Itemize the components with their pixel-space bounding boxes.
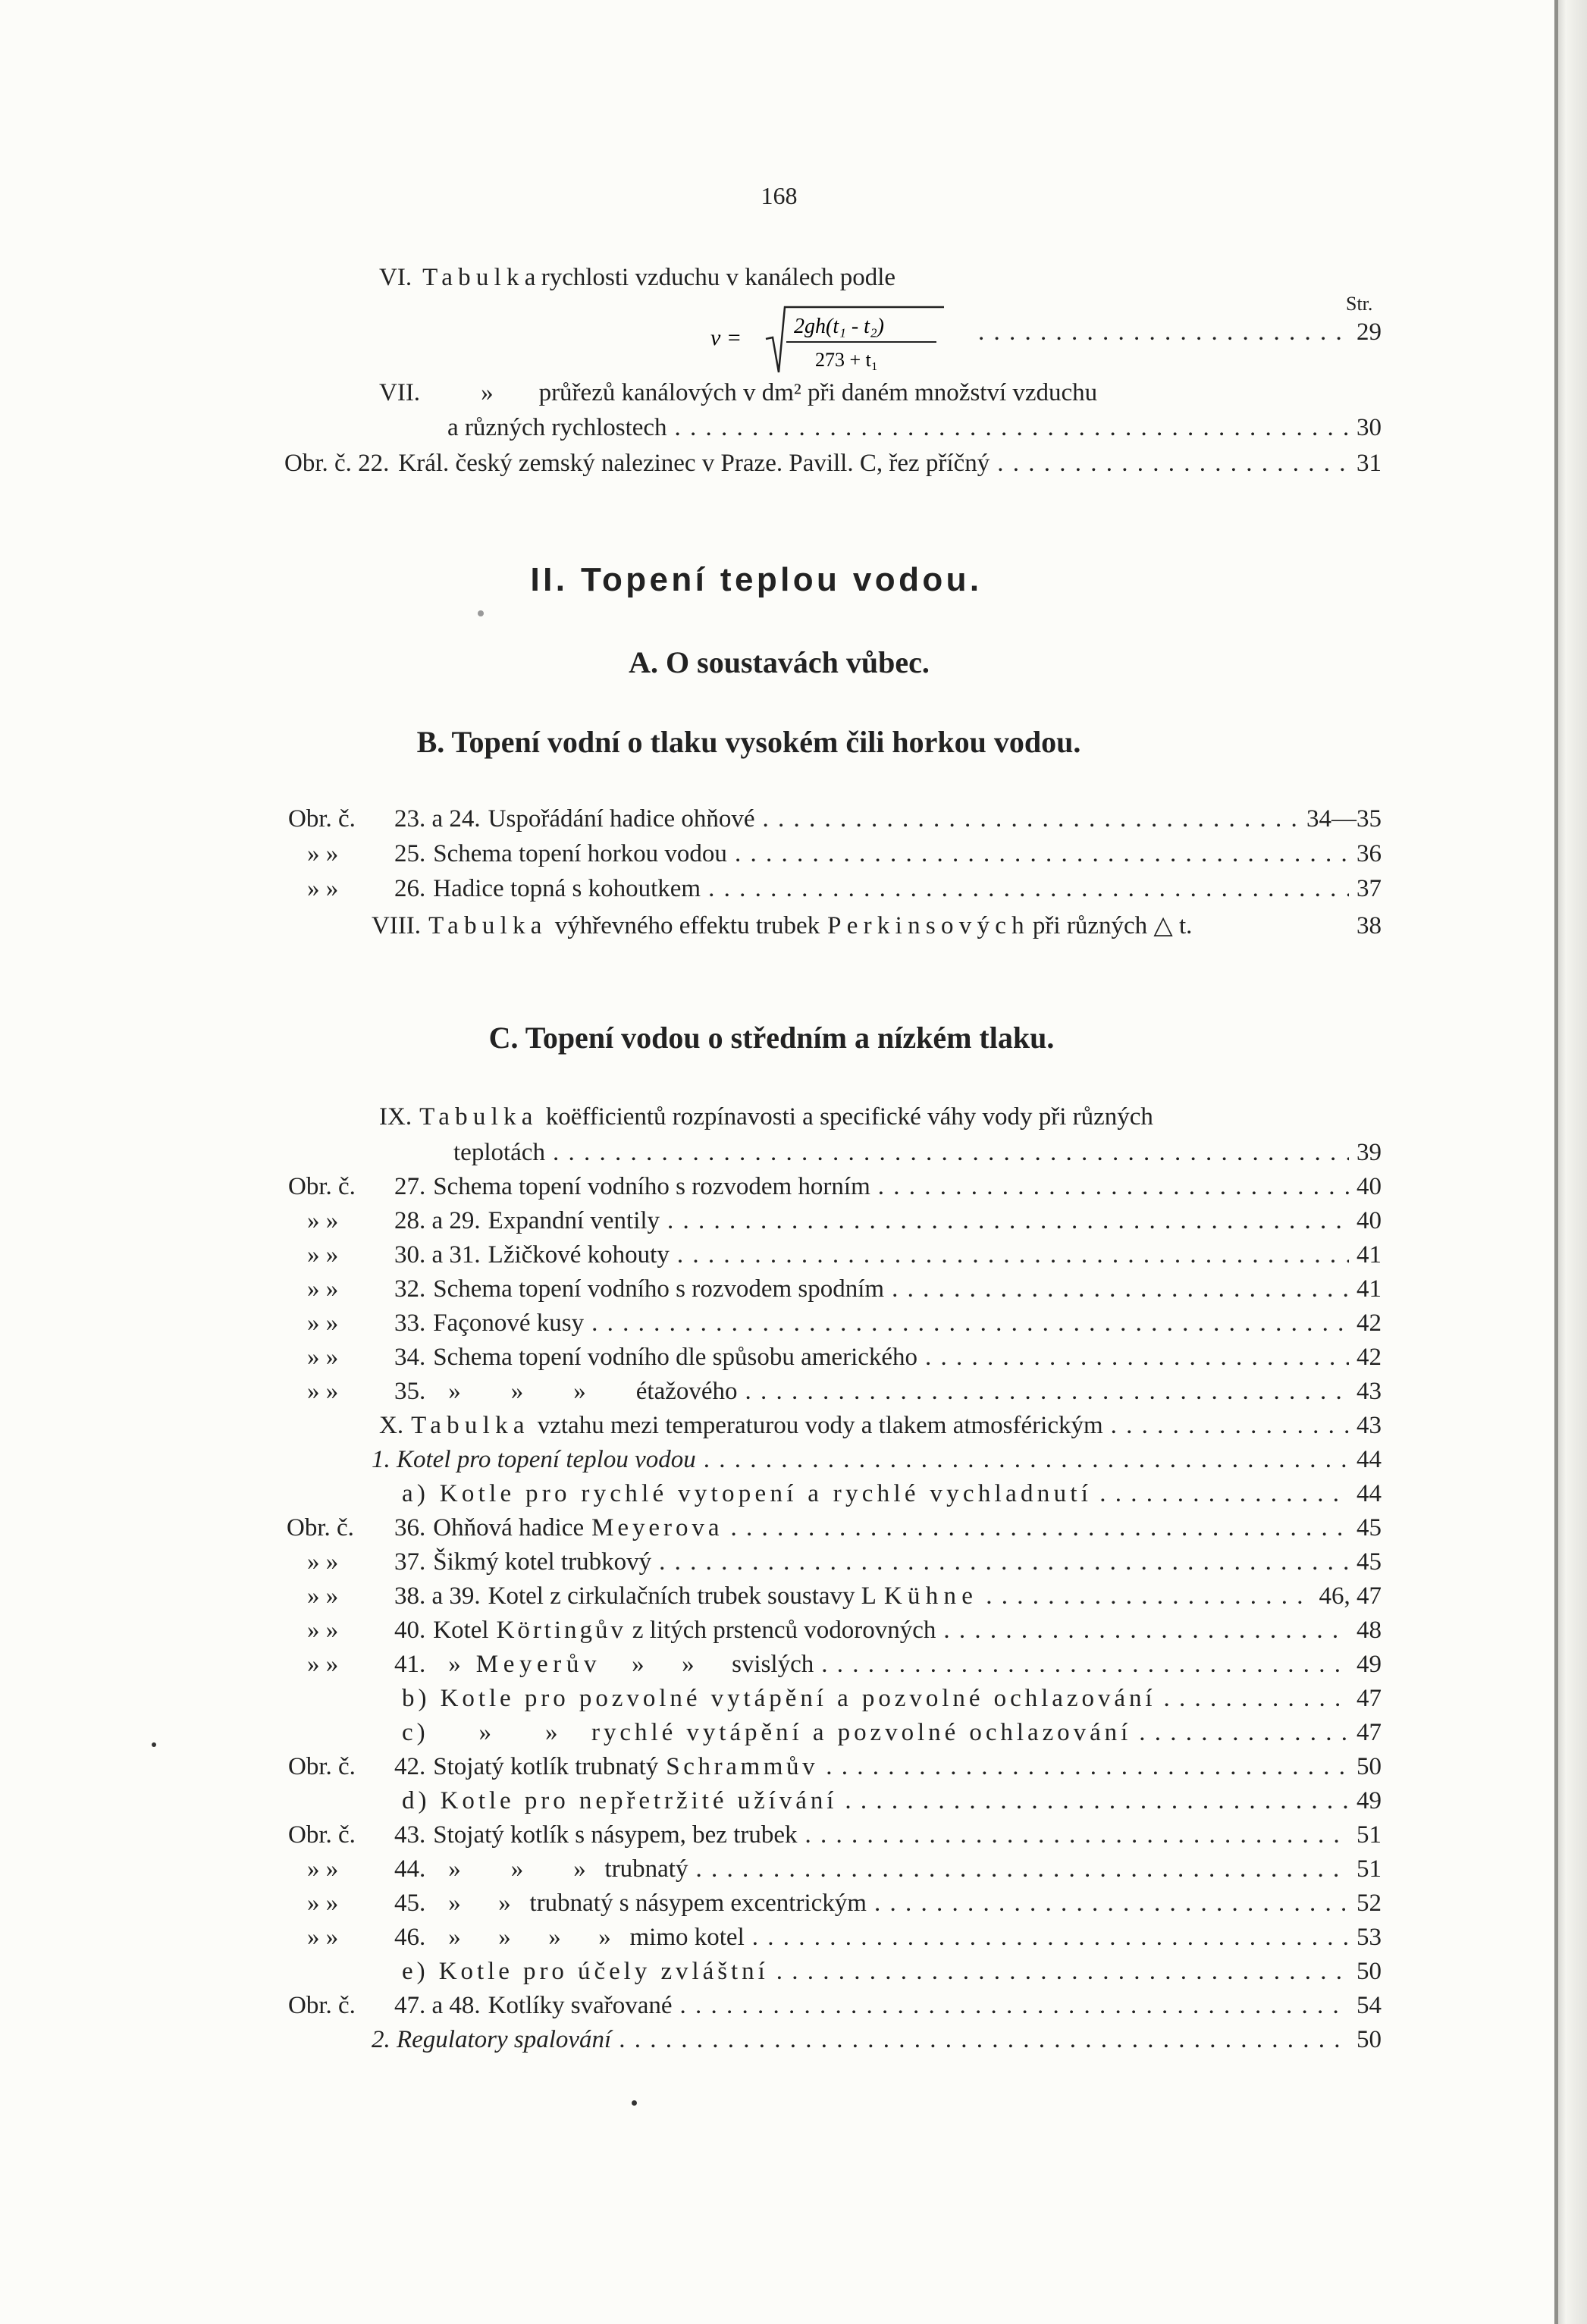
- page-ref: 52: [1356, 1890, 1382, 1917]
- ditto-mark: »: [481, 379, 494, 406]
- page-ref: 54: [1356, 1992, 1382, 2019]
- entry-text: Ohňová hadice: [433, 1514, 585, 1541]
- leader-dots: [986, 1582, 1311, 1610]
- page-ref: 40: [1356, 1207, 1382, 1234]
- entry-prefix: Obr. č.: [288, 1821, 356, 1849]
- entry-number: 45.: [394, 1890, 426, 1917]
- page-ref: 49: [1356, 1651, 1382, 1678]
- formula-numerator: 2gh(t₁ - t₂): [794, 315, 884, 338]
- entry-text: koëfficientů rozpínavosti a specifické váhy vody při různých: [545, 1103, 1153, 1131]
- toc-entry-c: [402, 1719, 1382, 1747]
- entry-number: 35.: [394, 1378, 426, 1405]
- entry-prefix: » »: [307, 1890, 339, 1917]
- toc-entry-fig32: [307, 1275, 1382, 1303]
- page-ref: 45: [1356, 1514, 1382, 1541]
- leader-dots: [553, 1139, 1349, 1167]
- page-ref: 45: [1356, 1548, 1382, 1576]
- toc-entry-fig42: [288, 1753, 1382, 1781]
- entry-prefix: Obr. č.: [288, 1753, 356, 1780]
- toc-entry-e: [402, 1958, 1382, 1986]
- toc-entry-vi-page: [978, 318, 1382, 347]
- entry-prefix: VII.: [379, 379, 421, 406]
- page-ref: 46, 47: [1319, 1582, 1382, 1610]
- entry-spaced-name: Meyerův: [475, 1651, 602, 1678]
- toc-entry-fig27: [288, 1173, 1382, 1201]
- entry-number: 25.: [394, 840, 426, 867]
- entry-number: 23. a 24.: [394, 805, 481, 833]
- formula-denominator: 273 + t₁: [815, 349, 878, 371]
- toc-entry-fig25: [307, 840, 1382, 868]
- page-ref: 50: [1356, 2026, 1382, 2053]
- leader-dots: [776, 1958, 1349, 1986]
- entry-prefix: X.: [379, 1412, 404, 1439]
- toc-entry-b: [402, 1685, 1382, 1713]
- leader-dots: [1139, 1719, 1349, 1747]
- entry-text-2: při různých △ t.: [1032, 912, 1193, 939]
- toc-entry-fig34: [307, 1344, 1382, 1372]
- entry-text: Stojatý kotlík s násypem, bez trubek: [433, 1821, 798, 1849]
- section-heading-a: A. O soustavách vůbec.: [629, 645, 930, 679]
- leader-dots: [704, 1446, 1349, 1474]
- print-speck: [152, 1742, 156, 1747]
- leader-dots: [667, 1207, 1349, 1235]
- entry-text-2: z litých prstenců vodorovných: [632, 1617, 936, 1644]
- entry-text: Schema topení vodního dle spůsobu amerického: [433, 1344, 918, 1371]
- entry-text: průřezů kanálových v dm² při daném množství vzduchu: [538, 379, 1098, 406]
- entry-text: Kotlíky svařované: [488, 1992, 673, 2019]
- entry-text: Façonové kusy: [433, 1309, 585, 1337]
- entry-text: a) Kotle pro rychlé vytopení a rychlé vychladnutí: [402, 1480, 1093, 1507]
- page-ref: 50: [1356, 1958, 1382, 1985]
- page-ref: 51: [1356, 1821, 1382, 1849]
- page-ref: 39: [1356, 1139, 1382, 1166]
- toc-entry-fig36: [287, 1514, 1382, 1542]
- entry-spaced-text: Tabulka: [419, 1103, 538, 1131]
- leader-dots: [745, 1378, 1349, 1406]
- toc-entry-fig46: [307, 1924, 1382, 1952]
- page-ref: 47: [1356, 1685, 1382, 1712]
- entry-prefix: » »: [307, 1344, 339, 1371]
- section-heading-b: B. Topení vodní o tlaku vysokém čili horkou vodou.: [416, 725, 1081, 759]
- toc-entry-x: [379, 1412, 1382, 1440]
- entry-text: Kotel: [433, 1617, 489, 1644]
- entry-prefix: » »: [307, 1207, 339, 1234]
- toc-entry-vii: [379, 379, 1097, 407]
- page-ref: 44: [1356, 1480, 1382, 1507]
- entry-spaced-name: Kühne: [883, 1582, 979, 1610]
- page-ref: 44: [1356, 1446, 1382, 1473]
- entry-number: 38. a 39.: [394, 1582, 481, 1610]
- leader-dots: [1111, 1412, 1349, 1440]
- entry-text: »: [448, 1651, 461, 1678]
- print-speck: [478, 610, 484, 616]
- entry-text: » » » » mimo kotel: [448, 1924, 745, 1951]
- leader-dots: [752, 1924, 1349, 1952]
- page-ref: 43: [1356, 1412, 1382, 1439]
- leader-dots: [591, 1309, 1349, 1338]
- page-ref: 34—35: [1306, 805, 1382, 833]
- entry-prefix: Obr. č. 22.: [284, 450, 390, 477]
- entry-prefix: » »: [307, 875, 339, 902]
- print-speck: [632, 2100, 637, 2106]
- page-ref: 41: [1356, 1275, 1382, 1303]
- toc-entry-kotel: [372, 1446, 1382, 1474]
- entry-text: e) Kotle pro účely zvláštní: [402, 1958, 769, 1985]
- toc-entry-fig41: [307, 1651, 1382, 1679]
- page-ref: 53: [1356, 1924, 1382, 1951]
- entry-text: Schema topení vodního s rozvodem spodním: [433, 1275, 885, 1303]
- toc-entry-fig23: [288, 805, 1382, 833]
- toc-entry-fig28: [307, 1207, 1382, 1235]
- leader-dots: [878, 1173, 1349, 1201]
- entry-prefix: VI.: [379, 264, 412, 291]
- toc-entry-fig38: [307, 1582, 1382, 1610]
- toc-entry-regulatory: [372, 2026, 1382, 2054]
- entry-text: b) Kotle pro pozvolné vytápění a pozvolné ochlazování: [402, 1685, 1156, 1712]
- toc-entry-fig35: [307, 1378, 1382, 1406]
- entry-prefix: IX.: [379, 1103, 412, 1131]
- toc-entry-vi: [379, 264, 895, 292]
- toc-entry-fig22: [284, 450, 1382, 478]
- entry-spaced-text: Tabulka: [411, 1412, 530, 1439]
- entry-text: Lžičkové kohouty: [488, 1241, 670, 1269]
- entry-text: c) » » rychlé vytápění a pozvolné ochlazování: [402, 1719, 1132, 1746]
- leader-dots: [619, 2026, 1349, 2054]
- toc-entry-fig43: [288, 1821, 1382, 1849]
- entry-text: a různých rychlostech: [447, 414, 667, 441]
- formula-lhs: v =: [710, 325, 742, 350]
- leader-dots: [874, 1890, 1349, 1918]
- page-number: 168: [761, 182, 798, 209]
- page-ref: 47: [1356, 1719, 1382, 1746]
- leader-dots: [675, 414, 1349, 442]
- entry-text: teplotách: [453, 1139, 545, 1166]
- entry-prefix: » »: [307, 1275, 339, 1303]
- leader-dots: [1099, 1480, 1349, 1508]
- page-edge: [1558, 0, 1587, 2324]
- entry-text: rychlosti vzduchu v kanálech podle: [541, 264, 896, 291]
- entry-text: vztahu mezi temperaturou vody a tlakem atmosférickým: [537, 1412, 1103, 1439]
- page-ref: 36: [1356, 840, 1382, 867]
- page-ref: 49: [1356, 1787, 1382, 1814]
- entry-number: 41.: [394, 1651, 426, 1678]
- entry-prefix: » »: [307, 1924, 339, 1951]
- leader-dots: [845, 1787, 1349, 1815]
- entry-number: 33.: [394, 1309, 426, 1337]
- leader-dots: [892, 1275, 1349, 1303]
- toc-entry-fig45: [307, 1890, 1382, 1918]
- toc-entry-fig37: [307, 1548, 1382, 1576]
- page-ref: 30: [1356, 414, 1382, 441]
- entry-prefix: » »: [307, 1548, 339, 1576]
- leader-dots: [925, 1344, 1349, 1372]
- entry-text: Stojatý kotlík trubnatý: [433, 1753, 659, 1780]
- entry-prefix: Obr. č.: [288, 1173, 356, 1200]
- entry-number: 43.: [394, 1821, 426, 1849]
- entry-prefix: » »: [307, 1309, 339, 1337]
- leader-dots: [821, 1651, 1349, 1679]
- entry-number: 32.: [394, 1275, 426, 1303]
- entry-prefix: » »: [307, 1582, 339, 1610]
- entry-text: Schema topení horkou vodou: [433, 840, 727, 867]
- page-ref: 50: [1356, 1753, 1382, 1780]
- entry-text: Hadice topná s kohoutkem: [433, 875, 701, 902]
- leader-dots: [695, 1855, 1349, 1883]
- entry-text: » » trubnatý s násypem excentrickým: [448, 1890, 867, 1917]
- entry-prefix: » »: [307, 1617, 339, 1644]
- toc-entry-vii-cont: [447, 414, 1382, 442]
- entry-text: Uspořádání hadice ohňové: [488, 805, 755, 833]
- entry-number: 37.: [394, 1548, 426, 1576]
- page-ref: 38: [1356, 912, 1382, 939]
- entry-prefix: Obr. č.: [288, 805, 356, 833]
- toc-entry-a: [402, 1480, 1382, 1508]
- velocity-formula: [709, 300, 997, 375]
- entry-text: Král. český zemský nalezinec v Praze. Pavill. C, řez příčný: [398, 450, 990, 477]
- toc-entry-ix: [379, 1103, 1153, 1131]
- entry-spaced-text: Tabulka: [422, 264, 541, 291]
- leader-dots: [677, 1241, 1349, 1269]
- entry-text: Šikmý kotel trubkový: [433, 1548, 652, 1576]
- leader-dots: [943, 1617, 1349, 1645]
- entry-spaced-name: Perkinsových: [827, 912, 1030, 939]
- toc-entry-fig44: [307, 1855, 1382, 1883]
- section-heading-c: C. Topení vodou o středním a nízkém tlaku.: [488, 1021, 1055, 1055]
- entry-number: 47. a 48.: [394, 1992, 481, 2019]
- entry-prefix: Obr. č.: [287, 1514, 354, 1541]
- entry-prefix: » »: [307, 1855, 339, 1883]
- toc-entry-viii: [372, 910, 1382, 940]
- toc-entry-fig40: [307, 1617, 1382, 1645]
- entry-number: 36.: [394, 1514, 426, 1541]
- entry-text-2: » » svislých: [632, 1651, 814, 1678]
- entry-text: 1. Kotel pro topení teplou vodou: [372, 1446, 696, 1473]
- leader-dots: [763, 805, 1299, 833]
- entry-text: Schema topení vodního s rozvodem horním: [433, 1173, 870, 1200]
- toc-entry-fig47: [288, 1992, 1382, 2020]
- leader-dots: [1164, 1685, 1349, 1713]
- entry-prefix: » »: [307, 840, 339, 867]
- leader-dots: [735, 840, 1349, 868]
- entry-prefix: » »: [307, 1378, 339, 1405]
- entry-spaced-name: Meyerova: [591, 1514, 723, 1541]
- page-ref: 31: [1356, 450, 1382, 477]
- page-ref: 40: [1356, 1173, 1382, 1200]
- entry-number: 42.: [394, 1753, 426, 1780]
- entry-text: Kotel z cirkulačních trubek soustavy L: [488, 1582, 877, 1610]
- entry-prefix: Obr. č.: [288, 1992, 356, 2019]
- entry-number: 46.: [394, 1924, 426, 1951]
- toc-entry-ix-cont: [453, 1139, 1382, 1167]
- leader-dots: [978, 318, 1349, 347]
- page-ref: 29: [1356, 318, 1382, 346]
- leader-dots: [805, 1821, 1349, 1849]
- entry-number: 30. a 31.: [394, 1241, 481, 1269]
- page-ref: 48: [1356, 1617, 1382, 1644]
- page-ref: 43: [1356, 1378, 1382, 1405]
- page-ref: 51: [1356, 1855, 1382, 1883]
- page-ref: 41: [1356, 1241, 1382, 1269]
- entry-spaced-name: Schrammův: [666, 1753, 819, 1780]
- leader-dots: [708, 875, 1349, 903]
- entry-number: 27.: [394, 1173, 426, 1200]
- leader-dots: [680, 1992, 1349, 2020]
- leader-dots: [826, 1753, 1349, 1781]
- page-ref: 37: [1356, 875, 1382, 902]
- entry-spaced-text: Tabulka: [428, 912, 547, 939]
- entry-number: 26.: [394, 875, 426, 902]
- entry-number: 34.: [394, 1344, 426, 1371]
- leader-dots: [730, 1514, 1349, 1542]
- page-ref: 42: [1356, 1309, 1382, 1337]
- entry-prefix: » »: [307, 1241, 339, 1269]
- leader-dots: [997, 450, 1349, 478]
- toc-entry-fig30: [307, 1241, 1382, 1269]
- entry-number: 40.: [394, 1617, 426, 1644]
- entry-text: d) Kotle pro nepřetržité užívání: [402, 1787, 838, 1814]
- toc-entry-d: [402, 1787, 1382, 1815]
- entry-text: 2. Regulatory spalování: [372, 2026, 612, 2053]
- entry-text: výhřevného effektu trubek: [554, 912, 820, 939]
- page-column-label: Str.: [1346, 293, 1373, 315]
- page-ref: 42: [1356, 1344, 1382, 1371]
- entry-prefix: » »: [307, 1651, 339, 1678]
- leader-dots: [659, 1548, 1349, 1576]
- section-heading-ii: II. Topení teplou vodou.: [530, 561, 983, 598]
- entry-text: Expandní ventily: [488, 1207, 660, 1234]
- entry-spaced-name: Körtingův: [496, 1617, 626, 1644]
- entry-number: 44.: [394, 1855, 426, 1883]
- entry-text: » » » étažového: [448, 1378, 738, 1405]
- entry-prefix: VIII.: [372, 912, 422, 939]
- entry-text: » » » trubnatý: [448, 1855, 688, 1883]
- entry-number: 28. a 29.: [394, 1207, 481, 1234]
- toc-entry-fig26: [307, 875, 1382, 903]
- toc-entry-fig33: [307, 1309, 1382, 1338]
